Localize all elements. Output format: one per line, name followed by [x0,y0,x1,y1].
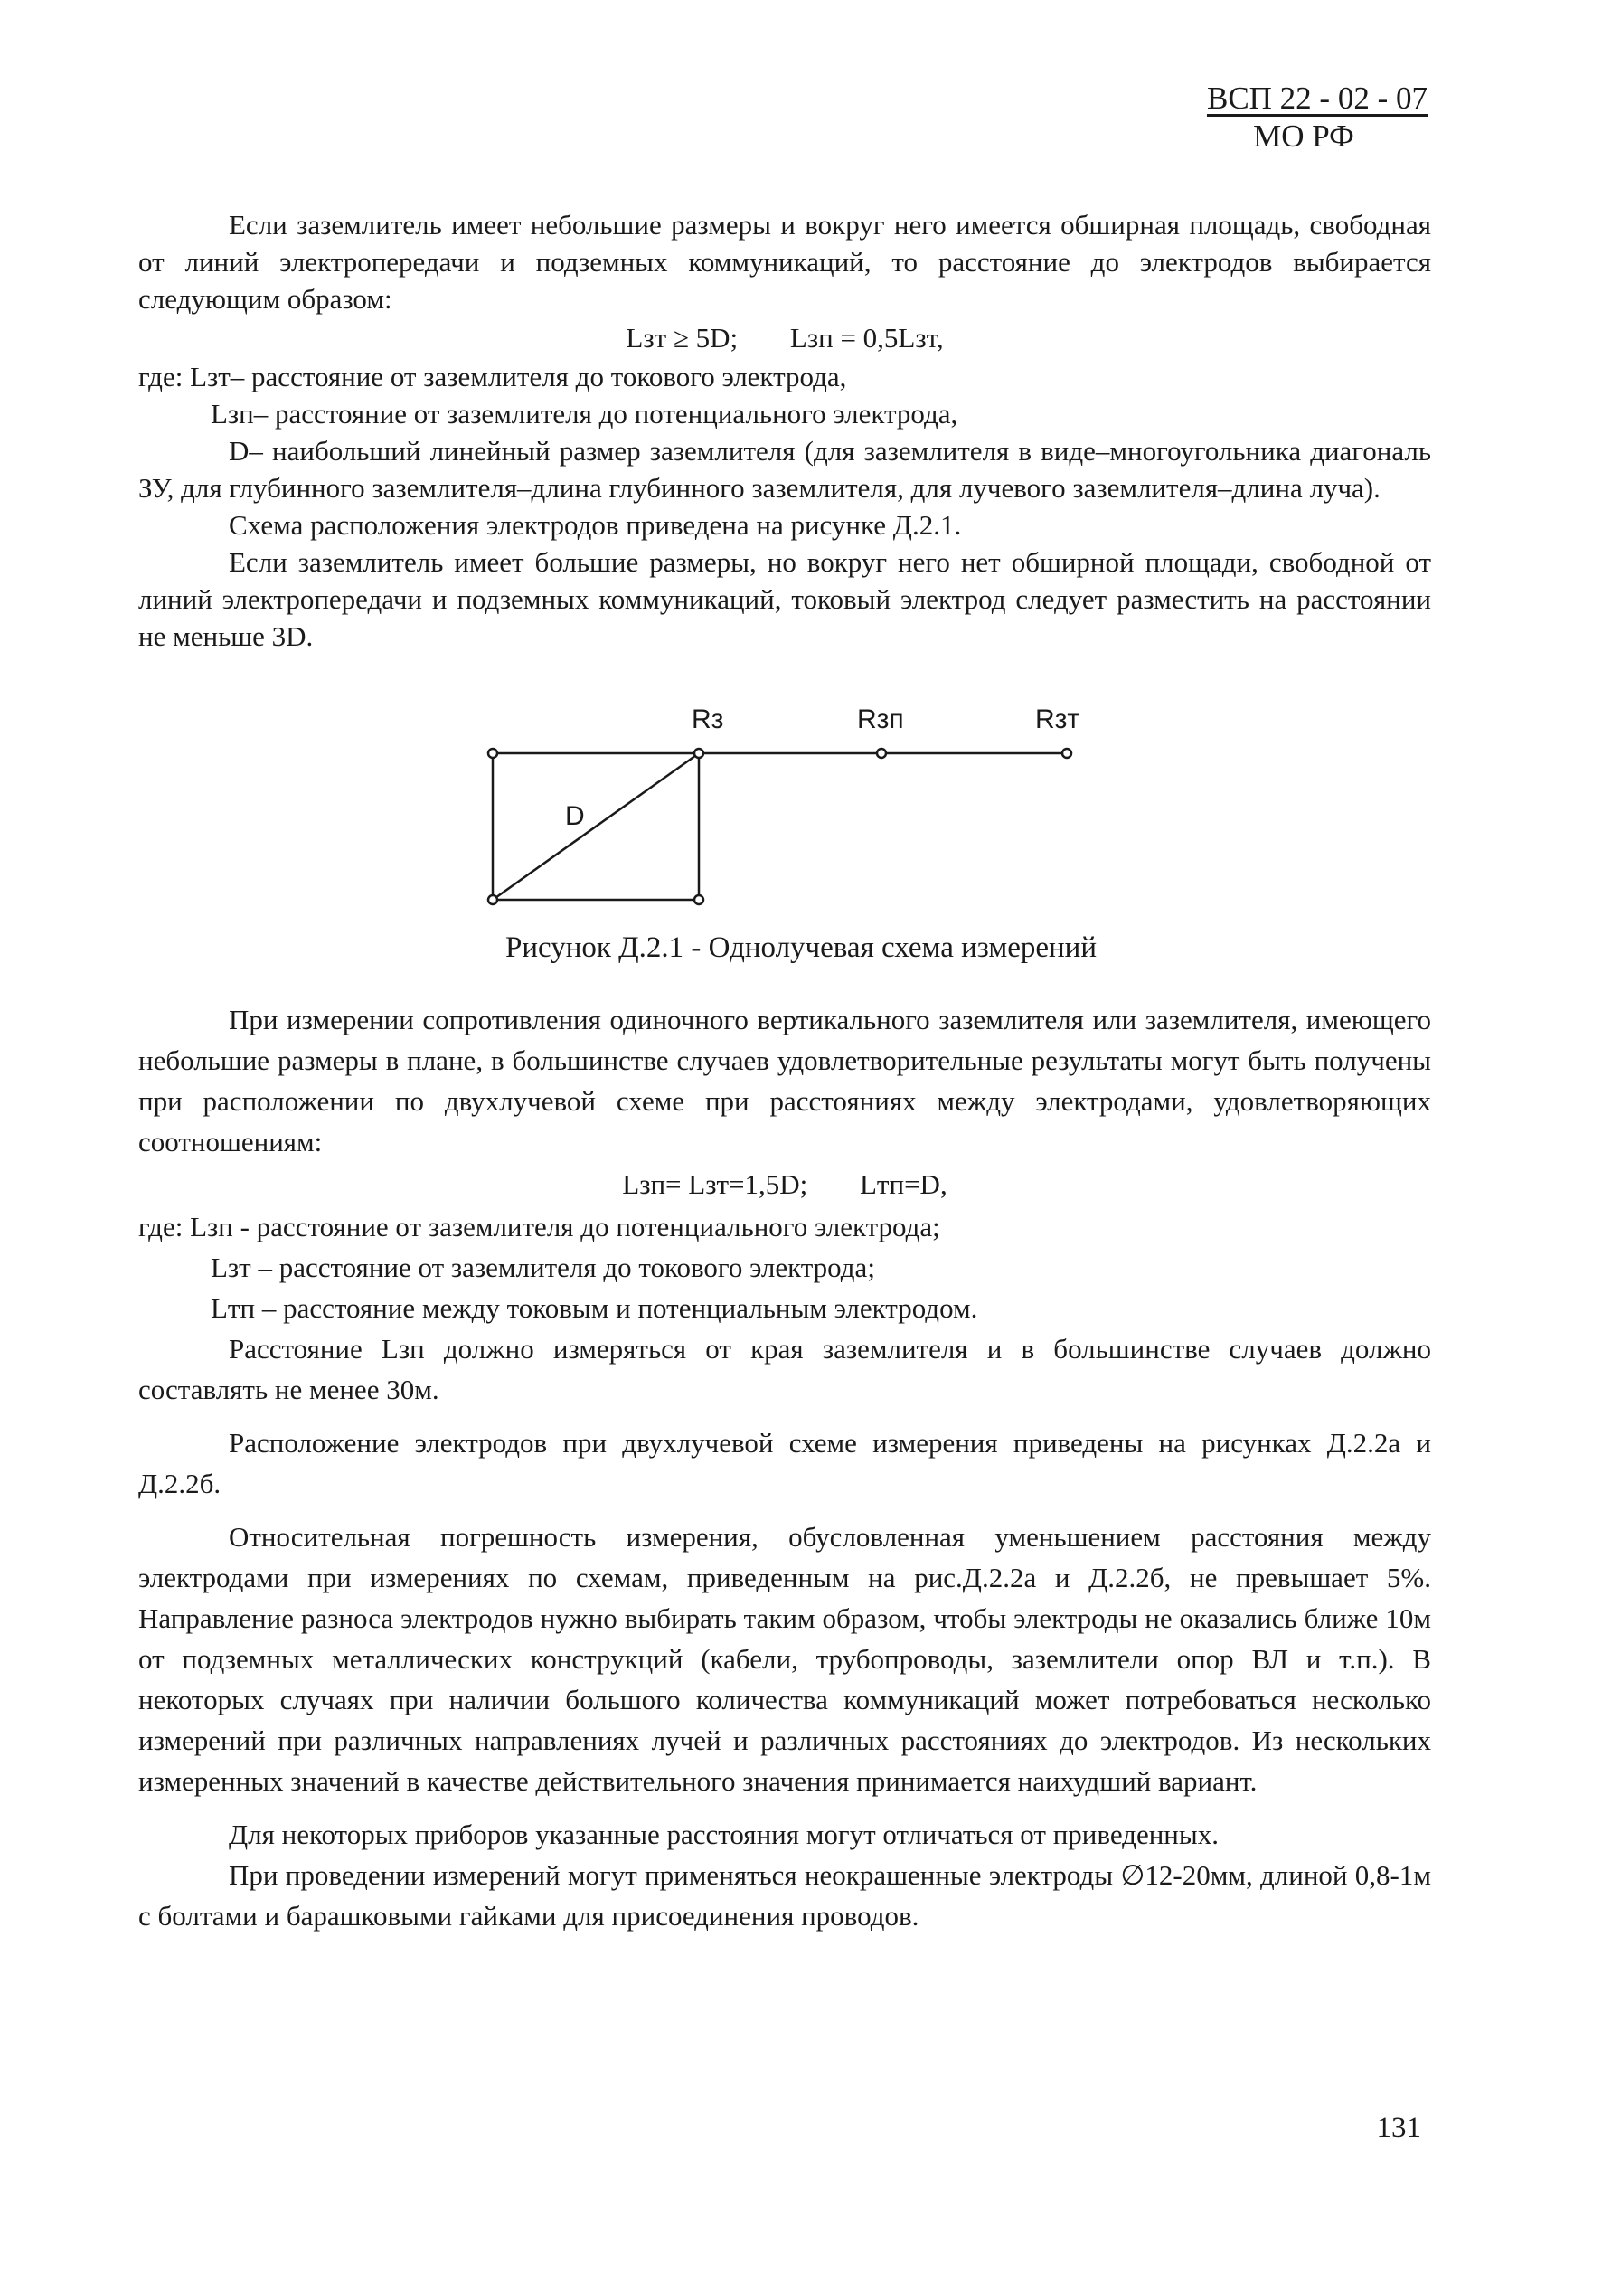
page-number: 131 [1376,2112,1421,2144]
paragraph: Если заземлитель имеет большие размеры, но вокруг него нет обширной площади, свободной от линий электропередачи и подземных коммуникаций, токовый электрод следует разместить на расстоянии не меньше 3D. [138,546,1431,652]
node [488,895,497,904]
node-rzp [877,749,886,758]
definition: Lзп– расстояние от заземлителя до потенциального электрода, [211,398,958,430]
section-2 [138,999,1431,1936]
label-d: D [565,801,585,831]
organization: МО РФ [1253,118,1354,154]
node-rzt [1062,749,1071,758]
definition: Lтп – расстояние между токовым и потенциальным электродом. [211,1292,978,1324]
figure-caption: Рисунок Д.2.1 - Однолучевая схема измерений [505,931,1097,964]
label-rzp: Rзп [857,704,904,734]
label-rz: Rз [692,704,724,734]
standard-code: ВСП 22 - 02 - 07 [1206,80,1428,116]
diagonal-line [493,753,699,900]
node-rz [694,749,703,758]
document-header [1180,80,1428,156]
formula [138,319,1431,356]
formula-part: Lзп = 0,5Lзт, [789,322,944,354]
formula-part: Lзт ≥ 5D; [626,322,739,354]
definition: Lзт – расстояние от заземлителя до токового электрода; [211,1252,875,1283]
paragraph: Расположение электродов при двухлучевой схеме измерения приведены на рисунках Д.2.2а и Д.2.2б. [138,1427,1431,1499]
paragraph: Расстояние Lзп должно измеряться от края заземлителя и в большинстве случаев должно составлять не менее 30м. [138,1333,1431,1405]
paragraph: При проведении измерений могут применяться неокрашенные электроды ∅12-20мм, длиной 0,8-1м с болтами и барашковыми гайками для присоединения проводов. [138,1859,1431,1932]
label-rzt: Rзт [1035,704,1080,734]
definition: где: Lзт– расстояние от заземлителя до токового электрода, [138,361,847,392]
paragraph: Схема расположения электродов приведена на рисунке Д.2.1. [229,509,962,541]
definition: где: Lзп - расстояние от заземлителя до потенциального электрода; [138,1211,940,1242]
paragraph: Относительная погрешность измерения, обусловленная уменьшением расстояния между электродами при измерениях по схемам, приведенным на рис.Д.2.2а и Д.2.2б, не превышает 5%. Направление разноса электродов нужно выбирать таким образом, чтобы электроды не оказались ближе 10м от подземных металлических конструкций (кабели, трубопроводы, заземлители опор ВЛ и т.п.). В некоторых случаях при наличии большого количества коммуникаций может потребоваться несколько измерений при различных направлениях лучей и различных расстояниях до электродов. Из нескольких измеренных значений в качестве действительного значения принимается наихудший вариант. [138,1521,1431,1797]
definition: D– наибольший линейный размер заземлителя (для заземлителя в виде–многоугольника диагональ ЗУ, для глубинного заземлителя–длина глубинного заземлителя, для лучевого заземлителя–длина луча). [138,435,1431,504]
formula-part: Lзп= Lзт=1,5D; [622,1168,808,1200]
figure-single-ray-scheme [470,701,1121,918]
formula [138,1164,1431,1205]
diagram [470,701,1121,918]
section-1 [138,206,1431,655]
node [488,749,497,758]
formula-part: Lтп=D, [860,1168,947,1200]
paragraph: Если заземлитель имеет небольшие размеры и вокруг него имеется обширная площадь, свободная от линий электропередачи и подземных коммуникаций, то расстояние до электродов выбирается следующим образом: [138,209,1431,315]
paragraph: Для некоторых приборов указанные расстояния могут отличаться от приведенных. [229,1819,1219,1850]
node [694,895,703,904]
paragraph: При измерении сопротивления одиночного вертикального заземлителя или заземлителя, имеющего небольшие размеры в плане, в большинстве случаев удовлетворительные результаты могут быть получены при расположении по двухлучевой схеме при расстояниях между электродами, удовлетворяющих соотношениям: [138,1004,1431,1157]
